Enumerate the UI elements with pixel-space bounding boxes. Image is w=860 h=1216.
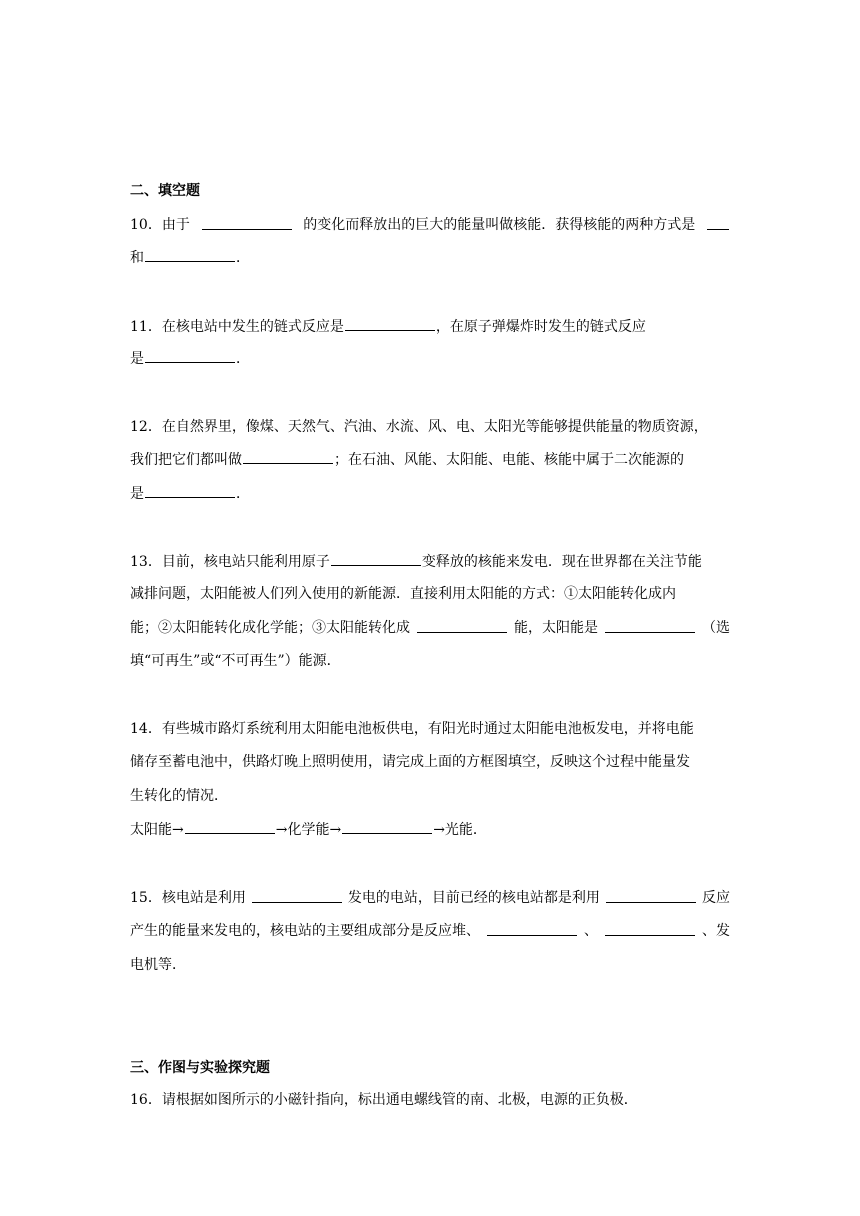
question-10-line-1 — [130, 215, 730, 237]
question-14-text-a: 太阳能→ — [130, 822, 184, 838]
question-15-line-2 — [130, 921, 730, 943]
question-15-text-e: 、 — [584, 923, 598, 939]
question-10-line-2 — [130, 247, 730, 269]
answer-blank[interactable] — [487, 921, 577, 936]
question-12-line-2 — [130, 449, 730, 471]
question-11-text-a: 11．在核电站中发生的链式反应是 — [130, 319, 344, 335]
question-14-text-b: →化学能→ — [275, 822, 342, 838]
question-13-text-e: （选 — [702, 620, 730, 636]
section-title-fill-blank: 二、填空题 — [130, 183, 200, 199]
answer-blank[interactable] — [202, 215, 292, 230]
question-15-line-3: 电机等． — [130, 957, 186, 973]
question-11-text-d: ． — [236, 351, 250, 367]
question-13-line-3 — [130, 618, 730, 640]
question-12-text-d: ． — [236, 486, 250, 502]
answer-blank[interactable] — [243, 449, 333, 464]
answer-blank[interactable] — [345, 316, 435, 331]
question-15-text-b: 发电的电站，目前已经的核电站都是利用 — [347, 890, 600, 906]
question-11-text-b: ，在原子弹爆炸时发生的链式反应 — [435, 319, 646, 335]
question-15-text-c: 反应 — [701, 890, 730, 906]
question-13-line-1 — [130, 551, 730, 573]
question-10-text-d: ． — [236, 250, 250, 266]
answer-blank[interactable] — [145, 348, 235, 363]
question-10-text-c: 和 — [130, 250, 144, 266]
answer-blank[interactable] — [252, 888, 342, 903]
question-14-line-3: 生转化的情况． — [130, 788, 228, 804]
question-15-text-f: 、发 — [702, 923, 730, 939]
question-13-text-a: 13．目前，核电站只能利用原子 — [130, 554, 330, 570]
question-13-text-b: 变释放的核能来发电．现在世界都在关注节能 — [421, 554, 702, 570]
question-12-text-b: ；在石油、风能、太阳能、电能、核能中属于二次能源的 — [334, 452, 684, 468]
question-13-line-4: 填“可再生”或“不可再生”）能源． — [130, 653, 341, 669]
question-11-text-c: 是 — [130, 351, 144, 367]
answer-blank[interactable] — [707, 215, 729, 230]
answer-blank[interactable] — [606, 888, 696, 903]
question-10-text-b: 的变化而释放出的巨大的能量叫做核能．获得核能的两种方式是 — [303, 217, 696, 233]
question-15-text-a: 15．核电站是利用 — [130, 890, 246, 906]
question-11-line-1 — [130, 316, 730, 338]
question-14-line-1: 14．有些城市路灯系统利用太阳能电池板供电，有阳光时通过太阳能电池板发电，并将电能 — [130, 721, 694, 737]
question-14-flow — [130, 819, 730, 841]
question-13-text-c: 能；②太阳能转化成化学能；③太阳能转化成 — [130, 620, 410, 636]
answer-blank[interactable] — [145, 247, 235, 262]
answer-blank[interactable] — [185, 819, 275, 834]
question-14-line-2: 储存至蓄电池中，供路灯晚上照明使用，请完成上面的方框图填空，反映这个过程中能量发 — [130, 754, 690, 770]
answer-blank[interactable] — [145, 483, 235, 498]
question-15-line-1 — [130, 888, 730, 910]
question-12-text-c: 是 — [130, 486, 144, 502]
answer-blank[interactable] — [605, 921, 695, 936]
section-title-drawing: 三、作图与实验探究题 — [130, 1060, 270, 1076]
question-12-line-3 — [130, 483, 730, 505]
question-16-text: 16．请根据如图所示的小磁针指向，标出通电螺线管的南、北极，电源的正负极． — [130, 1092, 638, 1108]
answer-blank[interactable] — [417, 618, 507, 633]
answer-blank[interactable] — [605, 618, 695, 633]
question-15-text-d: 产生的能量来发电的，核电站的主要组成部分是反应堆、 — [130, 923, 480, 939]
question-12-text-a: 我们把它们都叫做 — [130, 452, 242, 468]
question-12-line-1: 12．在自然界里，像煤、天然气、汽油、水流、风、电、太阳光等能够提供能量的物质资源， — [130, 419, 708, 435]
question-10-text-a: 10．由于 — [130, 217, 190, 233]
question-13-text-d: 能，太阳能是 — [514, 620, 598, 636]
answer-blank[interactable] — [331, 551, 421, 566]
answer-blank[interactable] — [342, 819, 432, 834]
question-14-text-c: →光能． — [433, 822, 487, 838]
question-11-line-2 — [130, 348, 730, 370]
question-13-line-2: 减排问题，太阳能被人们列入使用的新能源．直接利用太阳能的方式：①太阳能转化成内 — [130, 586, 676, 602]
